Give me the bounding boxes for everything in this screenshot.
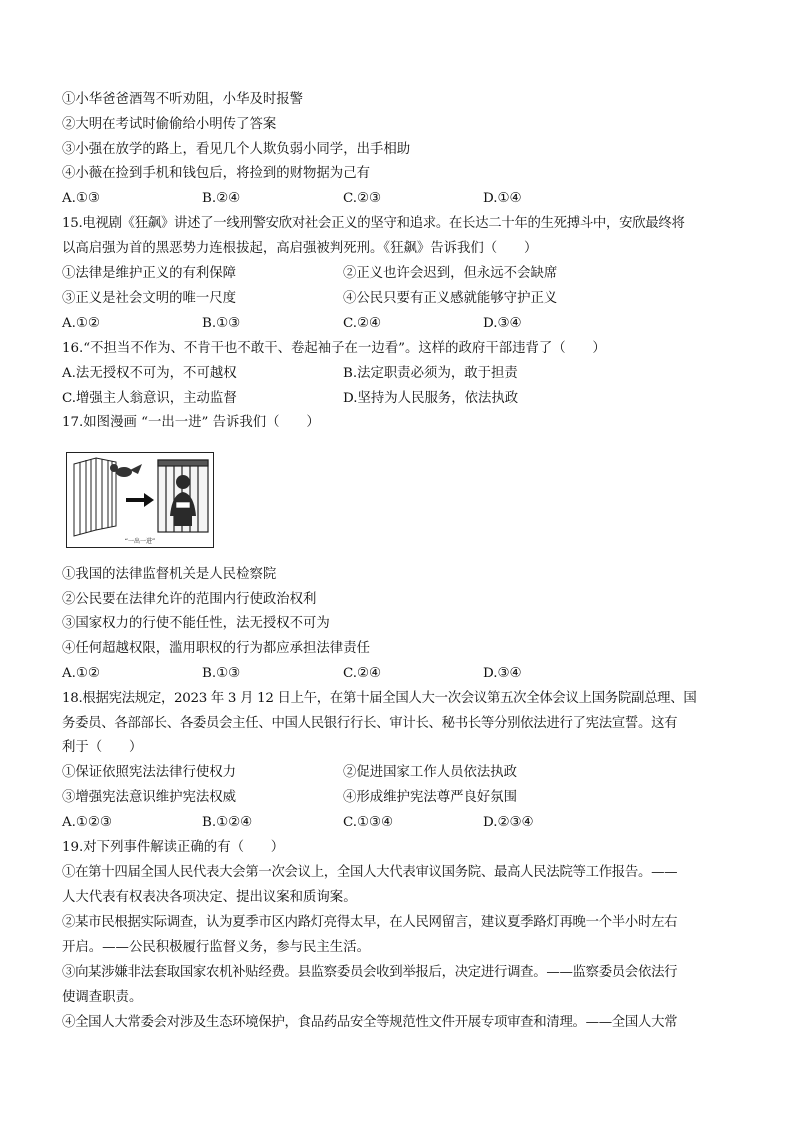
q15-option-a[interactable]: A.①② — [62, 316, 100, 331]
q14-item-3: ③小强在放学的路上，看见几个人欺负弱小同学，出手相助 — [62, 142, 411, 157]
q17-stem: 17.如图漫画 “一出一进” 告诉我们（ ） — [62, 415, 320, 430]
q18-option-d[interactable]: D.②③④ — [483, 815, 534, 830]
q14-item-4: ④小薇在捡到手机和钱包后，将捡到的财物据为己有 — [62, 166, 370, 181]
q18-stem-line-1: 18.根据宪法规定，2023 年 3 月 12 日上午，在第十届全国人大一次会议第五次全体会议上国务院副总理、国 — [62, 691, 697, 706]
q16-stem: 16.“不担当不作为、不肯干也不敢干、卷起袖子在一边看”。这样的政府干部违背了（ ） — [62, 341, 606, 356]
q18-option-c[interactable]: C.①③④ — [343, 815, 394, 830]
q15-option-d[interactable]: D.③④ — [483, 316, 522, 331]
q17-option-c[interactable]: C.②④ — [343, 666, 382, 681]
q14-option-a[interactable]: A.①③ — [62, 191, 100, 206]
cartoon-caption: “一出一进” — [124, 538, 156, 545]
q14-item-1: ①小华爸爸酒驾不听劝阻，小华及时报警 — [62, 92, 304, 107]
q15-stem-line-1: 15.电视剧《狂飙》讲述了一线刑警安欣对社会正义的坚守和追求。在长达二十年的生死搏斗中，安欣最终将 — [62, 216, 685, 231]
q19-item-line-3: ②某市民根据实际调查，认为夏季市区内路灯亮得太早，在人民网留言，建议夏季路灯再晚一个半小时左右 — [62, 915, 678, 930]
q18-options — [62, 813, 742, 833]
q15-item-1: ①法律是维护正义的有利保障 — [62, 266, 237, 281]
q18-item-4: ④形成维护宪法尊严良好氛围 — [343, 790, 518, 805]
q17-option-a[interactable]: A.①② — [62, 666, 100, 681]
q17-option-d[interactable]: D.③④ — [483, 666, 522, 681]
q18-option-b[interactable]: B.①②④ — [202, 815, 253, 830]
q18-item-3: ③增强宪法意识维护宪法权威 — [62, 790, 237, 805]
q19-item-line-5: ③向某涉嫌非法套取国家农机补贴经费。县监察委员会收到举报后，决定进行调查。——监察委员会依法行 — [62, 965, 678, 980]
q17-item-1: ①我国的法律监督机关是人民检察院 — [62, 567, 277, 582]
q14-options — [62, 189, 742, 209]
q19-item-line-1: ①在第十四届全国人民代表大会第一次会议上，全国人大代表审议国务院、最高人民法院等工作报告。—— — [62, 865, 678, 880]
q19-item-line-4: 开启。——公民积极履行监督义务，参与民主生活。 — [62, 940, 370, 955]
q18-option-a[interactable]: A.①②③ — [62, 815, 112, 830]
q16-option-d[interactable]: D.坚持为人民服务，依法执政 — [343, 391, 519, 406]
q16-option-b[interactable]: B.法定职责必须为，敢于担责 — [343, 366, 518, 381]
q19-stem: 19.对下列事件解读正确的有（ ） — [62, 840, 285, 855]
q18-items-row-2 — [62, 788, 742, 808]
q17-option-b[interactable]: B.①③ — [202, 666, 241, 681]
q18-item-1: ①保证依照宪法法律行使权力 — [62, 765, 237, 780]
q18-item-2: ②促进国家工作人员依法执政 — [343, 765, 518, 780]
q14-option-b[interactable]: B.②④ — [202, 191, 241, 206]
q15-items-row-2 — [62, 289, 742, 309]
q18-stem-line-3: 利于（ ） — [62, 740, 143, 755]
q16-option-c[interactable]: C.增强主人翁意识，主动监督 — [62, 391, 237, 406]
q14-option-d[interactable]: D.①④ — [483, 191, 522, 206]
q15-option-b[interactable]: B.①③ — [202, 316, 241, 331]
q19-item-line-7: ④全国人大常委会对涉及生态环境保护，食品药品安全等规范性文件开展专项审查和清理。——全国人大常 — [62, 1015, 678, 1030]
q16-options-row-1 — [62, 364, 742, 384]
q16-options-row-2 — [62, 389, 742, 409]
q18-items-row-1 — [62, 763, 742, 783]
q17-item-2: ②公民要在法律允许的范围内行使政治权利 — [62, 592, 317, 607]
q15-stem-line-2: 以高启强为首的黑恶势力连根拔起，高启强被判死刑。《狂飙》告诉我们（ ） — [62, 241, 538, 256]
q15-items-row-1 — [62, 264, 742, 284]
cartoon-image — [66, 452, 214, 548]
q19-item-line-6: 使调查职责。 — [62, 990, 143, 1005]
q17-item-3: ③国家权力的行使不能任性，法无授权不可为 — [62, 616, 330, 631]
q15-options — [62, 314, 742, 334]
q18-stem-line-2: 务委员、各部部长、各委员会主任、中国人民银行行长、审计长、秘书长等分别依法进行了宪法宣誓。这有 — [62, 716, 678, 731]
q19-item-line-2: 人大代表有权表决各项决定、提出议案和质询案。 — [62, 890, 357, 905]
q15-item-2: ②正义也许会迟到，但永远不会缺席 — [343, 266, 558, 281]
q17-options — [62, 664, 742, 684]
q15-item-3: ③正义是社会文明的唯一尺度 — [62, 291, 237, 306]
q17-item-4: ④任何超越权限，滥用职权的行为都应承担法律责任 — [62, 641, 370, 656]
q14-option-c[interactable]: C.②③ — [343, 191, 382, 206]
q15-item-4: ④公民只要有正义感就能够守护正义 — [343, 291, 558, 306]
q16-option-a[interactable]: A.法无授权不可为，不可越权 — [62, 366, 237, 381]
q15-option-c[interactable]: C.②④ — [343, 316, 382, 331]
q14-item-2: ②大明在考试时偷偷给小明传了答案 — [62, 117, 277, 132]
